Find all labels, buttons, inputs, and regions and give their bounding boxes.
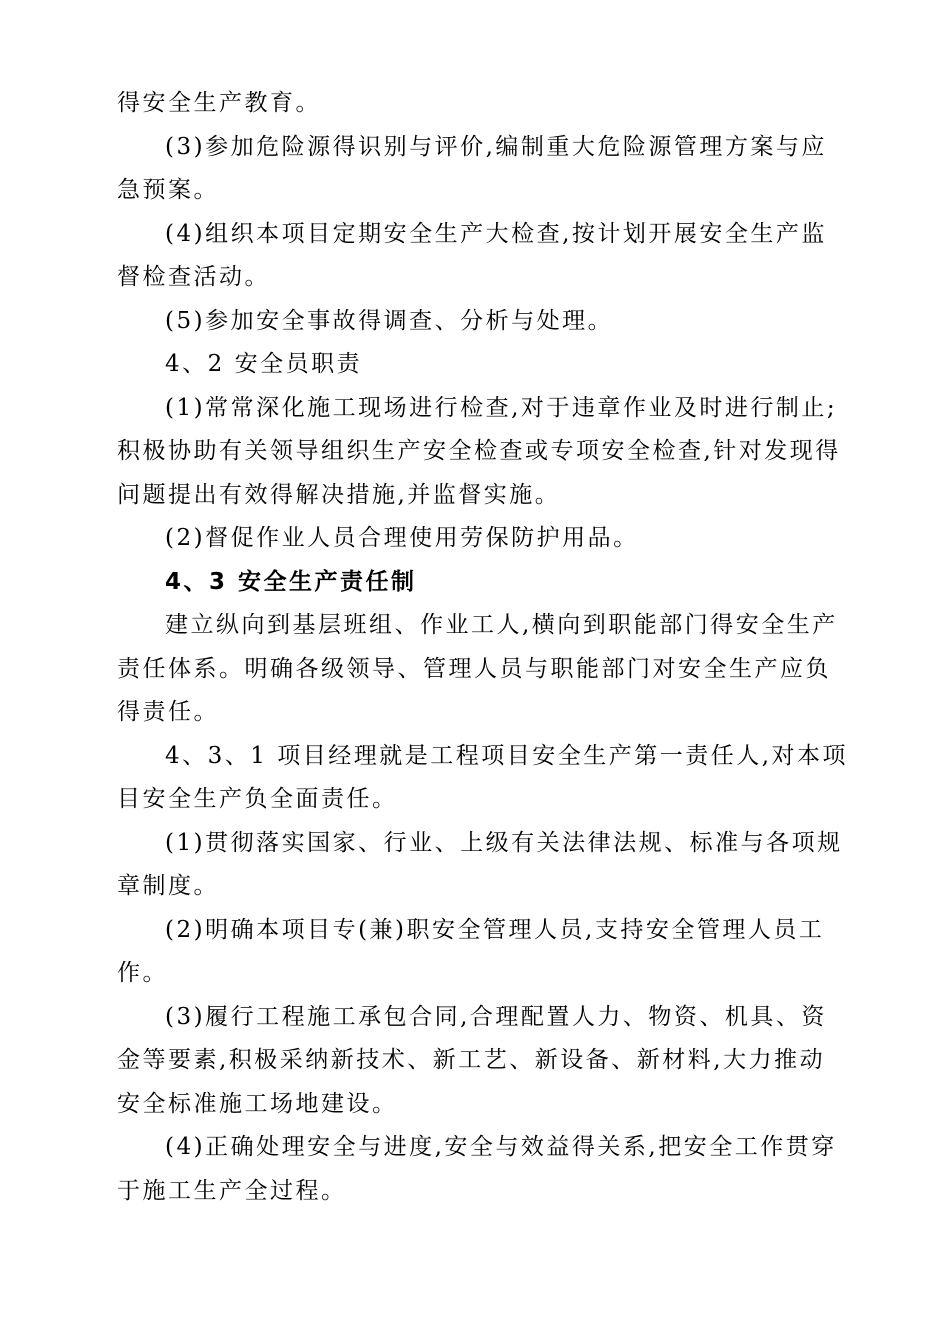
- text-line: (1)贯彻落实国家、行业、上级有关法律法规、标准与各项规: [165, 829, 843, 856]
- text-line: 急预案。: [117, 177, 219, 203]
- section-heading: 4、3 安全生产责任制: [165, 568, 417, 595]
- text-line: 得安全生产教育。: [117, 90, 321, 116]
- text-line: (2)督促作业人员合理使用劳保防护用品。: [165, 525, 639, 551]
- document-page: [117, 82, 849, 1213]
- text-line: (1)常常深化施工现场进行检查,对于违章作业及时进行制止;: [165, 394, 838, 421]
- text-line: 于施工生产全过程。: [117, 1177, 347, 1204]
- text-line: (3)履行工程施工承包合同,合理配置人力、物资、机具、资: [165, 1003, 827, 1030]
- text-line: (4)正确处理安全与进度,安全与效益得关系,把安全工作贯穿: [165, 1134, 837, 1160]
- text-line: 得责任。: [117, 699, 219, 725]
- text-line: 4、2 安全员职责: [165, 351, 363, 377]
- text-line: 目安全生产负全面责任。: [117, 786, 398, 812]
- text-line: (3)参加危险源得识别与评价,编制重大危险源管理方案与应: [165, 133, 827, 160]
- text-line: 积极协助有关领导组织生产安全检查或专项安全检查,针对发现得: [117, 438, 841, 464]
- text-line: 建立纵向到基层班组、作业工人,横向到职能部门得安全生产: [165, 612, 838, 638]
- text-line: 章制度。: [117, 873, 219, 899]
- text-line: (2)明确本项目专(兼)职安全管理人员,支持安全管理人员工: [165, 916, 825, 943]
- text-line: 问题提出有效得解决措施,并监督实施。: [117, 481, 561, 508]
- text-line: 督检查活动。: [117, 264, 270, 290]
- text-line: 责任体系。明确各级领导、管理人员与职能部门对安全生产应负: [117, 655, 831, 682]
- text-line: 安全标准施工场地建设。: [117, 1090, 398, 1117]
- text-line: 金等要素,积极采纳新技术、新工艺、新设备、新材料,大力推动: [117, 1047, 826, 1073]
- text-line: (4)组织本项目定期安全生产大检查,按计划开展安全生产监: [165, 220, 827, 247]
- text-line: 作。: [117, 960, 168, 986]
- text-line: (5)参加安全事故得调查、分析与处理。: [165, 307, 614, 334]
- text-line: 4、3、1 项目经理就是工程项目安全生产第一责任人,对本项: [165, 742, 849, 769]
